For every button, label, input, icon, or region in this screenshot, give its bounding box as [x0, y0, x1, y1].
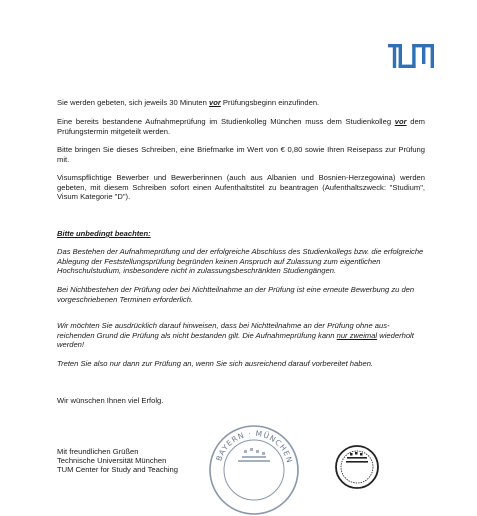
preparation-notice: Treten Sie also nur dann zur Prüfung an, wenn Sie sich ausreichend darauf vorbereitet haben.: [57, 359, 374, 368]
tum-logo: [388, 44, 434, 68]
admission-disclaimer: Das Bestehen der Aufnahmeprüfung und der erfolgreiche Abschluss des Studienkollegs bzw. die erfolgreiche Ablegung der Feststellungsprüfung begründen keinen Anspruch auf Zulassung zum eigentlichen Hochschulstudium, insbesondere nicht in zulassungsbeschränkten Studiengängen.: [57, 247, 424, 276]
previous-exam-notice: Eine bereits bestandene Aufnahmeprüfung im Studienkolleg München muss dem Studienkolleg vor dem Prüfungstermin mitgeteilt werden.: [57, 117, 425, 136]
closing-university: Technische Universität München: [57, 456, 167, 466]
success-wish: Wir wünschen Ihnen viel Erfolg.: [57, 396, 164, 405]
emphasis-vor: vor: [208, 98, 221, 107]
closing-greeting: Mit freundlichen Grüßen: [57, 447, 139, 456]
failure-notice: Bei Nichtbestehen der Prüfung oder bei Nichtteilnahme an der Prüfung ist eine erneute Bewerbung zu den vorgeschriebenen Terminen erforderlich.: [57, 285, 415, 304]
university-emblem: [334, 444, 380, 490]
visa-notice: Visumspflichtige Bewerber und Bewerberinnen (auch aus Albanien und Bosnien-Herzegowina) werden gebeten, mit diesem Schreiben sofort einen Aufenthaltstitel zu beantragen (Aufenthaltszweck: "Studium", Visum Kategorie "D").: [57, 173, 425, 202]
repeat-limit: nur zweimal: [336, 330, 378, 340]
emphasis-vor: vor: [394, 117, 407, 126]
absence-warning: Wir möchten Sie ausdrücklich darauf hinweisen, dass bei Nichtteilnahme an der Prüfung ohne aus-reichenden Grund die Prüfung als nicht bestanden gilt. Die Aufnahmeprüfung kann nur zweimal wiederholt werden!: [57, 321, 414, 350]
official-seal: [208, 424, 300, 516]
required-items-notice: Bitte bringen Sie dieses Schreiben, eine Briefmarke im Wert von € 0,80 sowie Ihren Reisepass zur Prüfung mit.: [57, 145, 425, 164]
closing-department: TUM Center for Study and Teaching: [57, 465, 178, 475]
arrival-instruction: Sie werden gebeten, sich jeweils 30 Minuten vor Prüfungsbeginn einzufinden.: [57, 98, 320, 107]
seal-text: BAYERN · MÜNCHEN: [214, 428, 295, 465]
notice-heading: Bitte unbedingt beachten:: [57, 229, 151, 238]
